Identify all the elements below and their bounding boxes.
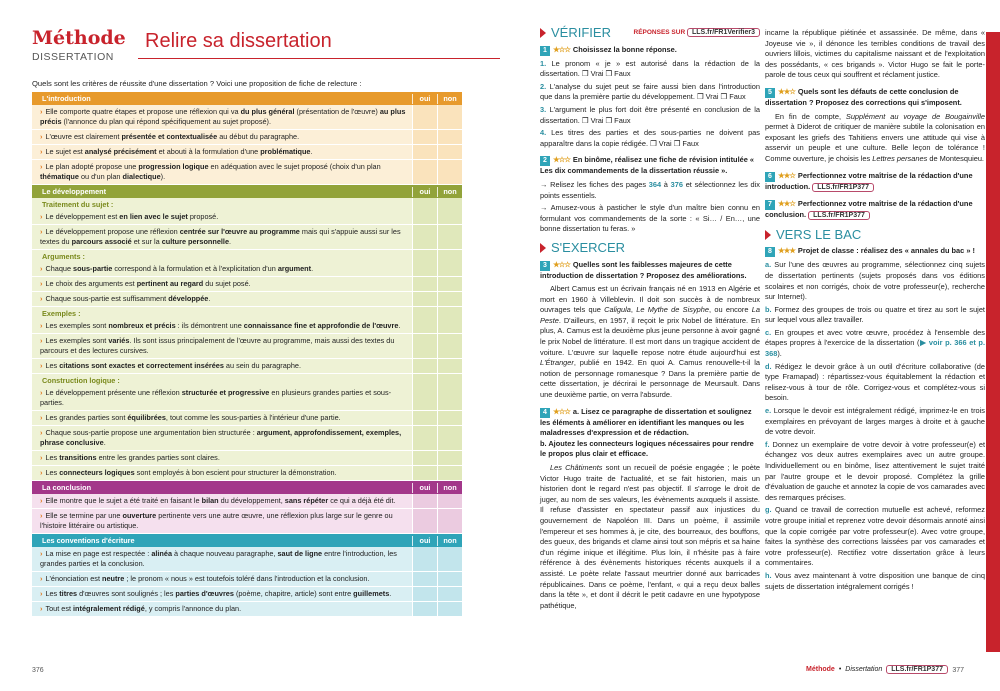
oui-cell[interactable] — [412, 359, 437, 373]
non-cell[interactable] — [437, 494, 462, 508]
oui-cell[interactable] — [412, 547, 437, 571]
checklist-row: › Les grandes parties sont équilibrées, tout comme les sous-parties à l'intérieur d'une partie. — [32, 411, 462, 426]
instruction: → Relisez les fiches des pages 364 à 376 et sélectionnez les dix points essentiels. — [540, 179, 760, 200]
chevron-icon: › — [40, 294, 43, 303]
step: d. Rédigez le devoir grâce à un outil d'écriture collaborative (de type Framapad) : répartissez-vous équitablement la rédaction et relisez-vous à tour de rôle. Corrigez-vous et complétez-vous si besoin. — [765, 361, 985, 403]
exercise-4-title: 4 ★☆☆ a. Lisez ce paragraphe de dissertation et soulignez les éléments à améliorer en identifiant les manques ou les maladresses d'expression et de rédaction. b. Ajoutez les connecteurs logiques nécessaires pour rendre le propos plus clair et efficace. — [540, 406, 754, 459]
checklist-row: › Le choix des arguments est pertinent au regard du sujet posé. — [32, 277, 462, 292]
exercise-8-title: 8 ★★★ Projet de classe : réalisez des « annales du bac » ! — [765, 246, 985, 257]
oui-cell[interactable] — [412, 466, 437, 480]
difficulty-stars-icon: ★★☆ — [778, 86, 795, 96]
non-cell[interactable] — [437, 292, 462, 306]
oui-cell[interactable] — [412, 160, 437, 184]
chevron-icon: › — [40, 496, 43, 505]
non-cell[interactable] — [437, 386, 462, 410]
chevron-icon: › — [40, 549, 43, 558]
triangle-icon — [540, 28, 546, 38]
footer: Méthode • Dissertation LLS.fr/FR1P377 — [806, 665, 948, 674]
chevron-icon: › — [40, 428, 43, 437]
group-label: Construction logique : — [32, 374, 462, 386]
title-rule — [138, 58, 500, 59]
step: a. Sur l'une des œuvres au programme, sélectionnez cinq sujets de dissertation pertinents (sujets proposés dans vos éditions scolaires et non corrigés, choix de votre professeur(e), recherche sur Internet). — [765, 260, 985, 302]
column-a — [540, 25, 761, 611]
oui-cell[interactable] — [412, 277, 437, 291]
exercise-4-text-cont: incarne la république piétinée et assassinée. De même, dans « Joyeuse vie », il dénonce les terribles conditions de travail des ouvriers lillois, victimes du capitalisme naissant et de l'exploitation des possédants, « ces brigands ». Victor Hugo se fait le porte-parole de tous ceux qui souffrent et réclament justice. — [765, 28, 985, 80]
oui-cell[interactable] — [412, 411, 437, 425]
exercise-2-title: 2 ★☆☆ En binôme, réalisez une fiche de révision intitulée « Les dix commandements de la dissertation réussie ». — [540, 155, 755, 176]
non-cell[interactable] — [437, 277, 462, 291]
checklist-row: › L'énonciation est neutre ; le pronom « nous » est toutefois toléré dans l'introduction et la conclusion. — [32, 572, 462, 587]
oui-cell[interactable] — [412, 602, 437, 616]
non-cell[interactable] — [437, 359, 462, 373]
section-title: Les conventions d'écriture — [42, 535, 135, 545]
lls-link[interactable]: LLS.fr/FR1P377 — [808, 211, 870, 220]
group-label: Exemples : — [32, 307, 462, 319]
column-b — [765, 28, 985, 594]
oui-cell[interactable] — [412, 587, 437, 601]
exercise-number: 3 — [540, 261, 550, 271]
exercise-5-text: En fin de compte, Supplément au voyage de Bougainville permet à Diderot de critiquer de manière subtile la colonisation en exposant les griefs des Tahitiens envers une attitude qui vise à asservir un peuple et une culture. Belle leçon de tolérance ! Comme ouverture, je choisis les Lettres persanes de Montesquieu. — [765, 111, 985, 163]
non-cell[interactable] — [437, 426, 462, 450]
chevron-icon: › — [40, 604, 43, 613]
oui-cell[interactable] — [412, 334, 437, 358]
question: 4. Les titres des parties et des sous-parties ne doivent pas apparaître dans la copie rédigée. ❒ Vrai ❒ Faux — [540, 128, 760, 148]
checklist-row: › Les citations sont exactes et correctement insérées au sein du paragraphe. — [32, 359, 462, 374]
oui-cell[interactable] — [412, 145, 437, 159]
checklist-row: › Le développement présente une réflexion structurée et progressive en plusieurs grandes parties et sous-parties. — [32, 386, 462, 411]
non-cell[interactable] — [437, 210, 462, 224]
triangle-icon — [540, 243, 546, 253]
oui-cell[interactable] — [412, 105, 437, 129]
non-header: non — [437, 94, 462, 104]
checklist-row: › Le sujet est analysé précisément et abouti à la formulation d'une problématique. — [32, 145, 462, 160]
exercise-number: 8 — [765, 247, 775, 257]
group-label: Traitement du sujet : — [32, 198, 462, 210]
non-cell[interactable] — [437, 509, 462, 533]
non-cell[interactable] — [437, 572, 462, 586]
step: c. En groupes et avec votre œuvre, procédez à l'ensemble des étapes propres à l'exercice de la dissertation (▶ voir p. 366 et p. 368). — [765, 327, 985, 359]
section-header: Les conventions d'écriture oui non — [32, 534, 462, 547]
lls-link[interactable]: LLS.fr/FR1Verifier3 — [687, 28, 760, 37]
oui-cell[interactable] — [412, 262, 437, 276]
chevron-icon: › — [40, 511, 43, 520]
section-conventions — [32, 534, 462, 617]
difficulty-stars-icon: ★☆☆ — [553, 259, 570, 269]
oui-cell[interactable] — [412, 319, 437, 333]
chevron-icon: › — [40, 279, 43, 288]
intro-text: Quels sont les critères de réussite d'une dissertation ? Voici une proposition de fiche de relecture : — [32, 79, 362, 88]
step: h. Vous avez maintenant à votre disposition une banque de cinq sujets de dissertation intégralement corrigés ! — [765, 570, 985, 591]
non-cell[interactable] — [437, 160, 462, 184]
step: b. Formez des groupes de trois ou quatre et tirez au sort le sujet sur lequel vous allez travailler. — [765, 304, 985, 325]
exercise-7-title: 7 ★★☆ Perfectionnez votre maîtrise de la rédaction d'une conclusion. LLS.fr/FR1P377 — [765, 199, 973, 220]
chevron-icon: › — [40, 147, 43, 156]
checklist-row: › Le développement propose une réflexion centrée sur l'œuvre au programme mais qui s'appuie aussi sur les textes du parcours associé et sur la culture personnelle. — [32, 225, 462, 250]
non-cell[interactable] — [437, 334, 462, 358]
oui-cell[interactable] — [412, 130, 437, 144]
section-title: Le développement — [42, 186, 107, 196]
oui-cell[interactable] — [412, 451, 437, 465]
checklist-row: › Elle comporte quatre étapes et propose une réflexion qui va du plus général (présentation de l'œuvre) au plus précis (l'annonce du plan qui répond spécifiquement au sujet proposé). — [32, 105, 462, 130]
difficulty-stars-icon: ★☆☆ — [553, 44, 570, 54]
exercise-1-title: 1 ★☆☆ Choisissez la bonne réponse. — [540, 45, 760, 56]
triangle-icon — [765, 230, 771, 240]
exercise-number: 4 — [540, 408, 550, 418]
page-number-left: 376 — [32, 667, 44, 674]
chevron-icon: › — [40, 589, 43, 598]
checklist-row: › Les exemples sont variés. Ils sont issus principalement de l'œuvre au programme, mais aussi des textes du parcours et des lectures cursives. — [32, 334, 462, 359]
section-header: Le développement oui non — [32, 185, 462, 198]
group-label: Arguments : — [32, 250, 462, 262]
checklist-row: › Chaque sous-partie est suffisamment développée. — [32, 292, 462, 307]
checklist-row: › Elle se termine par une ouverture pertinente vers une autre œuvre, une réflexion plus large sur le genre ou l'histoire littéraire ou artistique. — [32, 509, 462, 534]
exercise-number: 5 — [765, 88, 775, 98]
non-cell[interactable] — [437, 547, 462, 571]
oui-cell[interactable] — [412, 426, 437, 450]
section-conclusion — [32, 481, 462, 534]
section-title: L'introduction — [42, 93, 91, 103]
non-cell[interactable] — [437, 130, 462, 144]
checklist-table — [32, 92, 462, 617]
exercise-3-title: 3 ★☆☆ Quelles sont les faiblesses majeures de cette introduction de dissertation ? Proposez des améliorations. — [540, 259, 747, 280]
step: g. Quand ce travail de correction mutuelle est achevé, reformez votre groupe initial et reprenez votre devoir désormais annoté ainsi que la copie corrigée par votre professeur(e). Avec votre groupe, faites la synthèse des corrections laissées par vos camarades et votre professeur(e). Rectifiez votre dissertation grâce à leurs commentaires. — [765, 505, 985, 568]
non-cell[interactable] — [437, 466, 462, 480]
step: f. Donnez un exemplaire de votre devoir à votre professeur(e) et échangez vos deux autres exemplaires avec un autre groupe. Individuellement ou en binôme, lisez attentivement le sujet traité par l'autre groupe et le devoir proposé. Complétez la grille d'évaluation de gauche et annotez la copie de vos camarades avec des remarques précises. — [765, 439, 985, 502]
section-header: La conclusion oui non — [32, 481, 462, 494]
chevron-icon: › — [40, 132, 43, 141]
exercise-number: 2 — [540, 156, 550, 166]
section-verifier: VÉRIFIER RÉPONSES SUR LLS.fr/FR1Verifier3 — [540, 28, 760, 39]
non-cell[interactable] — [437, 319, 462, 333]
checklist-row: › La mise en page est respectée : alinéa à chaque nouveau paragraphe, saut de ligne entre l'introduction, les grandes parties et la conclusion. — [32, 547, 462, 572]
edge-tab — [986, 32, 1000, 652]
lls-link[interactable]: LLS.fr/FR1P377 — [886, 665, 948, 674]
checklist-row: › Chaque sous-partie propose une argumentation bien structurée : argument, approfondissement, exemples, phrase conclusive. — [32, 426, 462, 451]
chevron-icon: › — [40, 321, 43, 330]
page-title: Relire sa dissertation — [145, 30, 332, 52]
section-header — [32, 92, 462, 105]
checklist-row: › Le plan adopté propose une progression logique en adéquation avec le sujet proposé (choix d'un plan thématique ou d'un plan dialectique). — [32, 160, 462, 185]
chevron-icon: › — [40, 574, 43, 583]
non-cell[interactable] — [437, 225, 462, 249]
page-number-right: 377 — [952, 667, 964, 674]
step: e. Lorsque le devoir est intégralement rédigé, imprimez-le en trois exemplaires en prévoyant de larges marges à droite et à gauche de votre devoir. — [765, 406, 985, 437]
chevron-icon: › — [40, 107, 43, 116]
exercise-4-text: Les Châtiments sont un recueil de poésie engagée ; le poète Victor Hugo traite de l'actualité, et se fait historien, mais un historien dont le regard n'est pas objectif. Il s'arroge le droit de juger, au nom de ses valeurs, les évènements auxquels il assiste. Il refuse d'assister en spectateur passif aux injustices du gouvernement de Napoléon III. Dans un poème, il assimile l'empereur et ses hommes à, je cite, des bourreaux, des bouffons, des gueux, des brigands et clame ainsi tout son mépris et sa haine d'un régime inique et illégitime. Plus loin, il n'hésite pas à faire référence à des évènements historiques récents auxquels il a assisté. Le poète relate l'assaut meurtrier donné aux barricades républicaines. Dans ce poème, l'enfant, « qui a reçu deux balles dans la tête », et dont il décrit le petit cadavre en une hypotypose pathétique, — [540, 463, 760, 610]
oui-cell[interactable] — [412, 572, 437, 586]
oui-cell[interactable] — [412, 386, 437, 410]
exercise-3-text: Albert Camus est un écrivain français né en 1913 en Algérie et mort en 1960 à Villeblevin. Il doit son succès à de nombreux ouvrages tels que Caligula, Le Mythe de Sisyphe, ou encore La Peste. D'ailleurs, en 1957, il reçoit le prix Nobel de littérature. En plus, A. Camus est la deuxième plus jeune personne à avoir gagné le prix Nobel de littérature. Il est mort dans un tragique accident de voiture. L'œuvre sur laquelle repose notre étude aujourd'hui est L'Étranger, publié en 1942. En quoi A. Camus renouvelle-t-il la notion de personnage romanesque ? Dans la première partie de cette dissertation, je décrirai le personnage de Meursault. Dans une deuxième partie, on verra l'absurde. — [540, 284, 760, 400]
chevron-icon: › — [40, 388, 43, 397]
exercise-number: 6 — [765, 172, 775, 182]
section-title: La conclusion — [42, 482, 92, 492]
exercise-6-title: 6 ★★☆ Perfectionnez votre maîtrise de la rédaction d'une introduction. LLS.fr/FR1P377 — [765, 170, 973, 191]
right-page — [500, 0, 1000, 691]
instruction: → Amusez-vous à pasticher le style d'un maître bien connu en formulant vos commandements de la sorte : « Si… / En…, une bonne dissertation tu feras. » — [540, 203, 760, 234]
section-introduction — [32, 92, 462, 185]
chevron-icon: › — [40, 264, 43, 273]
checklist-row: › Les titres d'œuvres sont soulignés ; les parties d'œuvres (poème, chapitre, article) sont entre guillemets. — [32, 587, 462, 602]
non-cell[interactable] — [437, 451, 462, 465]
chevron-icon: › — [40, 212, 43, 221]
non-cell[interactable] — [437, 262, 462, 276]
chevron-icon: › — [40, 227, 43, 236]
question: 3. L'argument le plus fort doit être présenté en conclusion de la dissertation. ❒ Vrai ❒ Faux — [540, 104, 760, 125]
question: 1. Le pronom « je » est autorisé dans la rédaction de la dissertation. ❒ Vrai ❒ Faux — [540, 58, 760, 79]
checklist-row: › Chaque sous-partie correspond à la formulation et à l'explicitation d'un argument. — [32, 262, 462, 277]
checklist-row: › Les transitions entre les grandes parties sont claires. — [32, 451, 462, 466]
exercise-number: 7 — [765, 200, 775, 210]
exercise-number: 1 — [540, 46, 550, 56]
non-cell[interactable] — [437, 105, 462, 129]
question: 2. L'analyse du sujet peut se faire aussi bien dans l'introduction que dans la première partie du développement. ❒ Vrai ❒ Faux — [540, 81, 761, 102]
checklist-row: › Le développement est en lien avec le sujet proposé. — [32, 210, 462, 225]
difficulty-stars-icon: ★☆☆ — [553, 406, 570, 416]
checklist-row: › Elle montre que le sujet a été traité en faisant le bilan du développement, sans répéter ce qui a déjà été dit. — [32, 494, 462, 509]
difficulty-stars-icon: ★☆☆ — [553, 155, 570, 165]
non-cell[interactable] — [437, 145, 462, 159]
chevron-icon: › — [40, 336, 43, 345]
checklist-row: › Les exemples sont nombreux et précis : ils démontrent une connaissance fine et approfondie de l'œuvre. — [32, 319, 462, 334]
section-exercer: S'EXERCER — [540, 243, 760, 254]
section-vers-le-bac: VERS LE BAC — [765, 230, 985, 241]
chevron-icon: › — [40, 413, 43, 422]
difficulty-stars-icon: ★★☆ — [778, 199, 795, 209]
lls-link[interactable]: LLS.fr/FR1P377 — [812, 183, 874, 192]
chevron-icon: › — [40, 162, 43, 171]
non-cell[interactable] — [437, 587, 462, 601]
oui-cell[interactable] — [412, 509, 437, 533]
oui-cell[interactable] — [412, 225, 437, 249]
non-cell[interactable] — [437, 602, 462, 616]
section-developpement — [32, 185, 462, 481]
difficulty-stars-icon: ★★☆ — [778, 170, 795, 180]
oui-header: oui — [412, 94, 437, 104]
method-label: Méthode — [32, 27, 126, 49]
page-ref-link[interactable]: ▶ voir p. 366 et p. 368 — [765, 338, 985, 359]
method-sub: DISSERTATION — [32, 51, 114, 63]
checklist-row: › Les connecteurs logiques sont employés à bon escient pour structurer la démonstration. — [32, 466, 462, 481]
checklist-row: › L'œuvre est clairement présentée et contextualisée au début du paragraphe. — [32, 130, 462, 145]
chevron-icon: › — [40, 453, 43, 462]
non-cell[interactable] — [437, 411, 462, 425]
chevron-icon: › — [40, 468, 43, 477]
difficulty-stars-icon: ★★★ — [778, 246, 795, 256]
oui-cell[interactable] — [412, 292, 437, 306]
exercise-5-title: 5 ★★☆ Quels sont les défauts de cette conclusion de dissertation ? Proposez des corrections qui s'imposent. — [765, 86, 962, 107]
checklist-row: › Tout est intégralement rédigé, y compris l'annonce du plan. — [32, 602, 462, 617]
chevron-icon: › — [40, 361, 43, 370]
oui-cell[interactable] — [412, 494, 437, 508]
oui-cell[interactable] — [412, 210, 437, 224]
